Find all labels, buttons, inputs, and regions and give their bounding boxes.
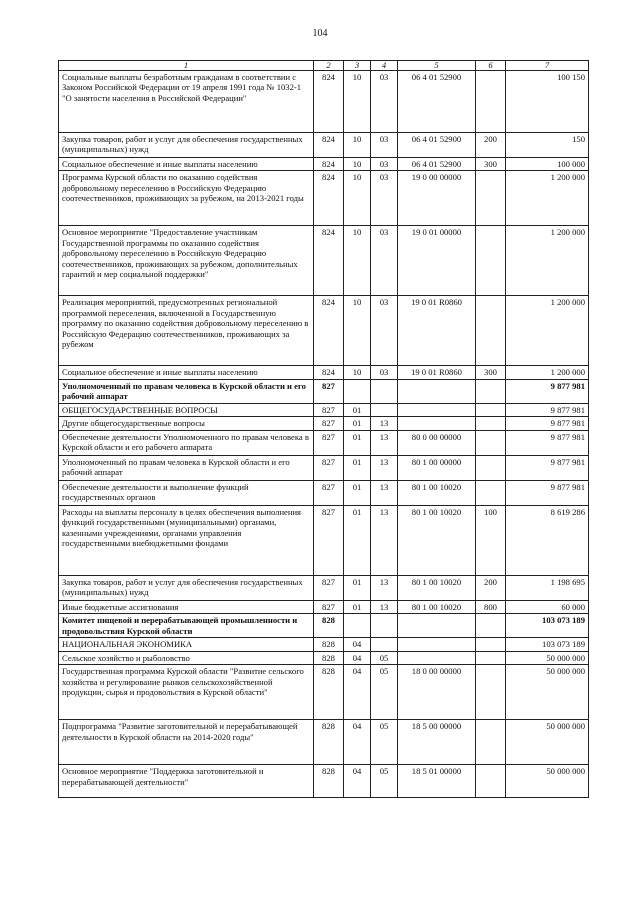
- table-row: [59, 665, 589, 720]
- column-number: 6: [476, 61, 506, 71]
- table-row: [59, 296, 589, 366]
- row-name: Сельское хозяйство и рыболовство: [59, 651, 314, 664]
- cell-ministry-code: 827: [314, 379, 344, 403]
- cell-section: [344, 379, 371, 403]
- table-row: [59, 600, 589, 613]
- row-name: Расходы на выплаты персоналу в целях обеспечения выполнения функций государственными (муниципальными) органами, казенными учреждениями, органами управления государственными внебюджетными фондами: [59, 505, 314, 575]
- cell-expense-type: [476, 171, 506, 226]
- cell-expense-type: [476, 720, 506, 765]
- cell-target-article: 19 0 01 00000: [398, 226, 476, 296]
- row-name: Реализация мероприятий, предусмотренных региональной программой переселения, включенной в Государственную программу по оказанию содействия добровольному переселению в Российскую Федерацию соотечественников, проживающих за рубежом: [59, 296, 314, 366]
- cell-section: 04: [344, 638, 371, 651]
- column-number: 5: [398, 61, 476, 71]
- row-name: Закупка товаров, работ и услуг для обеспечения государственных (муниципальных) нужд: [59, 133, 314, 158]
- cell-subsection: [371, 403, 398, 416]
- cell-target-article: [398, 614, 476, 638]
- cell-ministry-code: 828: [314, 614, 344, 638]
- cell-target-article: [398, 417, 476, 430]
- row-name: Закупка товаров, работ и услуг для обеспечения государственных (муниципальных) нужд: [59, 575, 314, 600]
- cell-subsection: 13: [371, 480, 398, 505]
- cell-amount: 103 073 189: [506, 638, 589, 651]
- cell-expense-type: [476, 651, 506, 664]
- cell-ministry-code: 827: [314, 430, 344, 455]
- cell-expense-type: 800: [476, 600, 506, 613]
- cell-section: 10: [344, 133, 371, 158]
- cell-target-article: 19 0 01 R0860: [398, 366, 476, 379]
- column-number: 1: [59, 61, 314, 71]
- cell-expense-type: [476, 665, 506, 720]
- row-name: Иные бюджетные ассигнования: [59, 600, 314, 613]
- cell-subsection: 03: [371, 71, 398, 133]
- cell-amount: 1 200 000: [506, 366, 589, 379]
- table-row: [59, 614, 589, 638]
- table-row: [59, 226, 589, 296]
- table-row: [59, 71, 589, 133]
- table-row: [59, 158, 589, 171]
- budget-table: [58, 60, 589, 798]
- table-row: [59, 133, 589, 158]
- cell-section: 10: [344, 226, 371, 296]
- cell-target-article: 80 1 00 10020: [398, 575, 476, 600]
- cell-target-article: [398, 379, 476, 403]
- cell-expense-type: 300: [476, 158, 506, 171]
- cell-amount: 8 619 286: [506, 505, 589, 575]
- cell-expense-type: [476, 296, 506, 366]
- cell-ministry-code: 824: [314, 71, 344, 133]
- row-name: Уполномоченный по правам человека в Курской области и его рабочий аппарат: [59, 379, 314, 403]
- cell-ministry-code: 827: [314, 417, 344, 430]
- cell-expense-type: 200: [476, 133, 506, 158]
- cell-subsection: 05: [371, 665, 398, 720]
- cell-expense-type: [476, 403, 506, 416]
- row-name: Обеспечение деятельности и выполнение функций государственных органов: [59, 480, 314, 505]
- cell-expense-type: [476, 614, 506, 638]
- cell-target-article: [398, 638, 476, 651]
- cell-section: 10: [344, 366, 371, 379]
- cell-expense-type: [476, 71, 506, 133]
- cell-amount: 1 200 000: [506, 226, 589, 296]
- row-name: Уполномоченный по правам человека в Курской области и его рабочий аппарат: [59, 455, 314, 480]
- cell-target-article: 80 1 00 10020: [398, 600, 476, 613]
- cell-expense-type: [476, 379, 506, 403]
- cell-target-article: [398, 403, 476, 416]
- cell-subsection: [371, 614, 398, 638]
- cell-target-article: 19 0 01 R0860: [398, 296, 476, 366]
- cell-section: 10: [344, 296, 371, 366]
- cell-subsection: [371, 379, 398, 403]
- cell-section: 01: [344, 455, 371, 480]
- cell-amount: 1 200 000: [506, 296, 589, 366]
- cell-target-article: 06 4 01 52900: [398, 158, 476, 171]
- row-name: Подпрограмма "Развитие заготовительной и перерабатывающей деятельности в Курской области на 2014-2020 годы": [59, 720, 314, 765]
- cell-subsection: 05: [371, 651, 398, 664]
- cell-section: 04: [344, 765, 371, 798]
- cell-expense-type: 100: [476, 505, 506, 575]
- cell-ministry-code: 828: [314, 651, 344, 664]
- cell-target-article: 06 4 01 52900: [398, 133, 476, 158]
- table-row: [59, 430, 589, 455]
- table-row: [59, 417, 589, 430]
- table-row: [59, 651, 589, 664]
- cell-section: 01: [344, 600, 371, 613]
- table-row: [59, 765, 589, 798]
- cell-target-article: 80 1 00 00000: [398, 455, 476, 480]
- row-name: Другие общегосударственные вопросы: [59, 417, 314, 430]
- table-row: [59, 638, 589, 651]
- row-name: Государственная программа Курской области "Развитие сельского хозяйства и регулирование рынков сельскохозяйственной продукции, сырья и продовольствия в Курской области": [59, 665, 314, 720]
- cell-ministry-code: 828: [314, 638, 344, 651]
- cell-ministry-code: 828: [314, 665, 344, 720]
- cell-ministry-code: 824: [314, 296, 344, 366]
- table-row: [59, 366, 589, 379]
- cell-ministry-code: 828: [314, 720, 344, 765]
- cell-expense-type: [476, 430, 506, 455]
- cell-subsection: 03: [371, 133, 398, 158]
- cell-subsection: 03: [371, 158, 398, 171]
- cell-amount: 9 877 981: [506, 455, 589, 480]
- cell-target-article: 18 5 00 00000: [398, 720, 476, 765]
- row-name: Основное мероприятие "Поддержка заготовительной и перерабатывающей деятельности": [59, 765, 314, 798]
- cell-ministry-code: 827: [314, 480, 344, 505]
- cell-amount: 9 877 981: [506, 480, 589, 505]
- table-row: [59, 455, 589, 480]
- row-name: ОБЩЕГОСУДАРСТВЕННЫЕ ВОПРОСЫ: [59, 403, 314, 416]
- cell-section: 01: [344, 403, 371, 416]
- table-row: [59, 379, 589, 403]
- cell-subsection: 03: [371, 296, 398, 366]
- cell-subsection: 13: [371, 455, 398, 480]
- cell-amount: 9 877 981: [506, 417, 589, 430]
- row-name: Комитет пищевой и перерабатывающей промышленности и продовольствия Курской области: [59, 614, 314, 638]
- table-row: [59, 505, 589, 575]
- row-name: Программа Курской области по оказанию содействия добровольному переселению в Российскую Федерацию соотечественников, проживающих за рубежом, на 2013-2021 годы: [59, 171, 314, 226]
- table-row: [59, 480, 589, 505]
- cell-subsection: 03: [371, 171, 398, 226]
- row-name: Основное мероприятие "Предоставление участникам Государственной программы по оказанию содействия добровольному переселению в Российскую Федерацию соотечественников, проживающих за рубежом, дополнительных гарантий и мер социальной поддержки": [59, 226, 314, 296]
- cell-subsection: [371, 638, 398, 651]
- column-number: 3: [344, 61, 371, 71]
- cell-ministry-code: 827: [314, 575, 344, 600]
- cell-ministry-code: 828: [314, 765, 344, 798]
- cell-ministry-code: 827: [314, 505, 344, 575]
- cell-amount: 50 000 000: [506, 665, 589, 720]
- cell-expense-type: [476, 417, 506, 430]
- cell-amount: 50 000 000: [506, 765, 589, 798]
- cell-ministry-code: 824: [314, 171, 344, 226]
- row-name: Обеспечение деятельности Уполномоченного по правам человека в Курской области и его рабочего аппарата: [59, 430, 314, 455]
- cell-subsection: 13: [371, 430, 398, 455]
- table-row: [59, 575, 589, 600]
- cell-subsection: 03: [371, 226, 398, 296]
- column-number: 4: [371, 61, 398, 71]
- cell-ministry-code: 827: [314, 600, 344, 613]
- cell-amount: 9 877 981: [506, 430, 589, 455]
- cell-target-article: 80 0 00 00000: [398, 430, 476, 455]
- cell-subsection: 13: [371, 505, 398, 575]
- cell-section: [344, 614, 371, 638]
- cell-section: 10: [344, 158, 371, 171]
- column-number-row: [59, 61, 589, 71]
- cell-target-article: 80 1 00 10020: [398, 505, 476, 575]
- cell-target-article: 18 0 00 00000: [398, 665, 476, 720]
- page-number: 104: [312, 28, 328, 39]
- cell-section: 04: [344, 665, 371, 720]
- row-name: Социальное обеспечение и иные выплаты населению: [59, 366, 314, 379]
- cell-target-article: 06 4 01 52900: [398, 71, 476, 133]
- cell-amount: 103 073 189: [506, 614, 589, 638]
- cell-expense-type: [476, 765, 506, 798]
- cell-subsection: 05: [371, 720, 398, 765]
- cell-ministry-code: 827: [314, 455, 344, 480]
- cell-target-article: 18 5 01 00000: [398, 765, 476, 798]
- cell-amount: 60 000: [506, 600, 589, 613]
- cell-expense-type: [476, 480, 506, 505]
- cell-section: 01: [344, 505, 371, 575]
- cell-expense-type: 300: [476, 366, 506, 379]
- cell-expense-type: [476, 455, 506, 480]
- cell-amount: 1 200 000: [506, 171, 589, 226]
- cell-amount: 9 877 981: [506, 403, 589, 416]
- cell-amount: 50 000 000: [506, 720, 589, 765]
- cell-section: 10: [344, 71, 371, 133]
- cell-section: 01: [344, 480, 371, 505]
- row-name: Социальные выплаты безработным гражданам в соответствии с Законом Российской Федерации от 19 апреля 1991 года № 1032-1 "О занятости населения в Российской Федерации": [59, 71, 314, 133]
- cell-ministry-code: 824: [314, 226, 344, 296]
- cell-ministry-code: 827: [314, 403, 344, 416]
- cell-ministry-code: 824: [314, 366, 344, 379]
- cell-amount: 9 877 981: [506, 379, 589, 403]
- column-number: 7: [506, 61, 589, 71]
- cell-subsection: 13: [371, 417, 398, 430]
- cell-amount: 100 000: [506, 158, 589, 171]
- cell-expense-type: 200: [476, 575, 506, 600]
- cell-expense-type: [476, 226, 506, 296]
- table-row: [59, 720, 589, 765]
- cell-amount: 100 150: [506, 71, 589, 133]
- cell-ministry-code: 824: [314, 158, 344, 171]
- cell-section: 04: [344, 651, 371, 664]
- row-name: Социальное обеспечение и иные выплаты населению: [59, 158, 314, 171]
- cell-amount: 150: [506, 133, 589, 158]
- cell-section: 01: [344, 575, 371, 600]
- cell-section: 10: [344, 171, 371, 226]
- cell-amount: 50 000 000: [506, 651, 589, 664]
- table-row: [59, 171, 589, 226]
- cell-ministry-code: 824: [314, 133, 344, 158]
- cell-subsection: 13: [371, 600, 398, 613]
- cell-subsection: 05: [371, 765, 398, 798]
- column-number: 2: [314, 61, 344, 71]
- cell-target-article: [398, 651, 476, 664]
- cell-section: 04: [344, 720, 371, 765]
- table-row: [59, 403, 589, 416]
- row-name: НАЦИОНАЛЬНАЯ ЭКОНОМИКА: [59, 638, 314, 651]
- cell-amount: 1 198 695: [506, 575, 589, 600]
- cell-subsection: 13: [371, 575, 398, 600]
- cell-target-article: 80 1 00 10020: [398, 480, 476, 505]
- cell-expense-type: [476, 638, 506, 651]
- cell-subsection: 03: [371, 366, 398, 379]
- cell-target-article: 19 0 00 00000: [398, 171, 476, 226]
- cell-section: 01: [344, 417, 371, 430]
- cell-section: 01: [344, 430, 371, 455]
